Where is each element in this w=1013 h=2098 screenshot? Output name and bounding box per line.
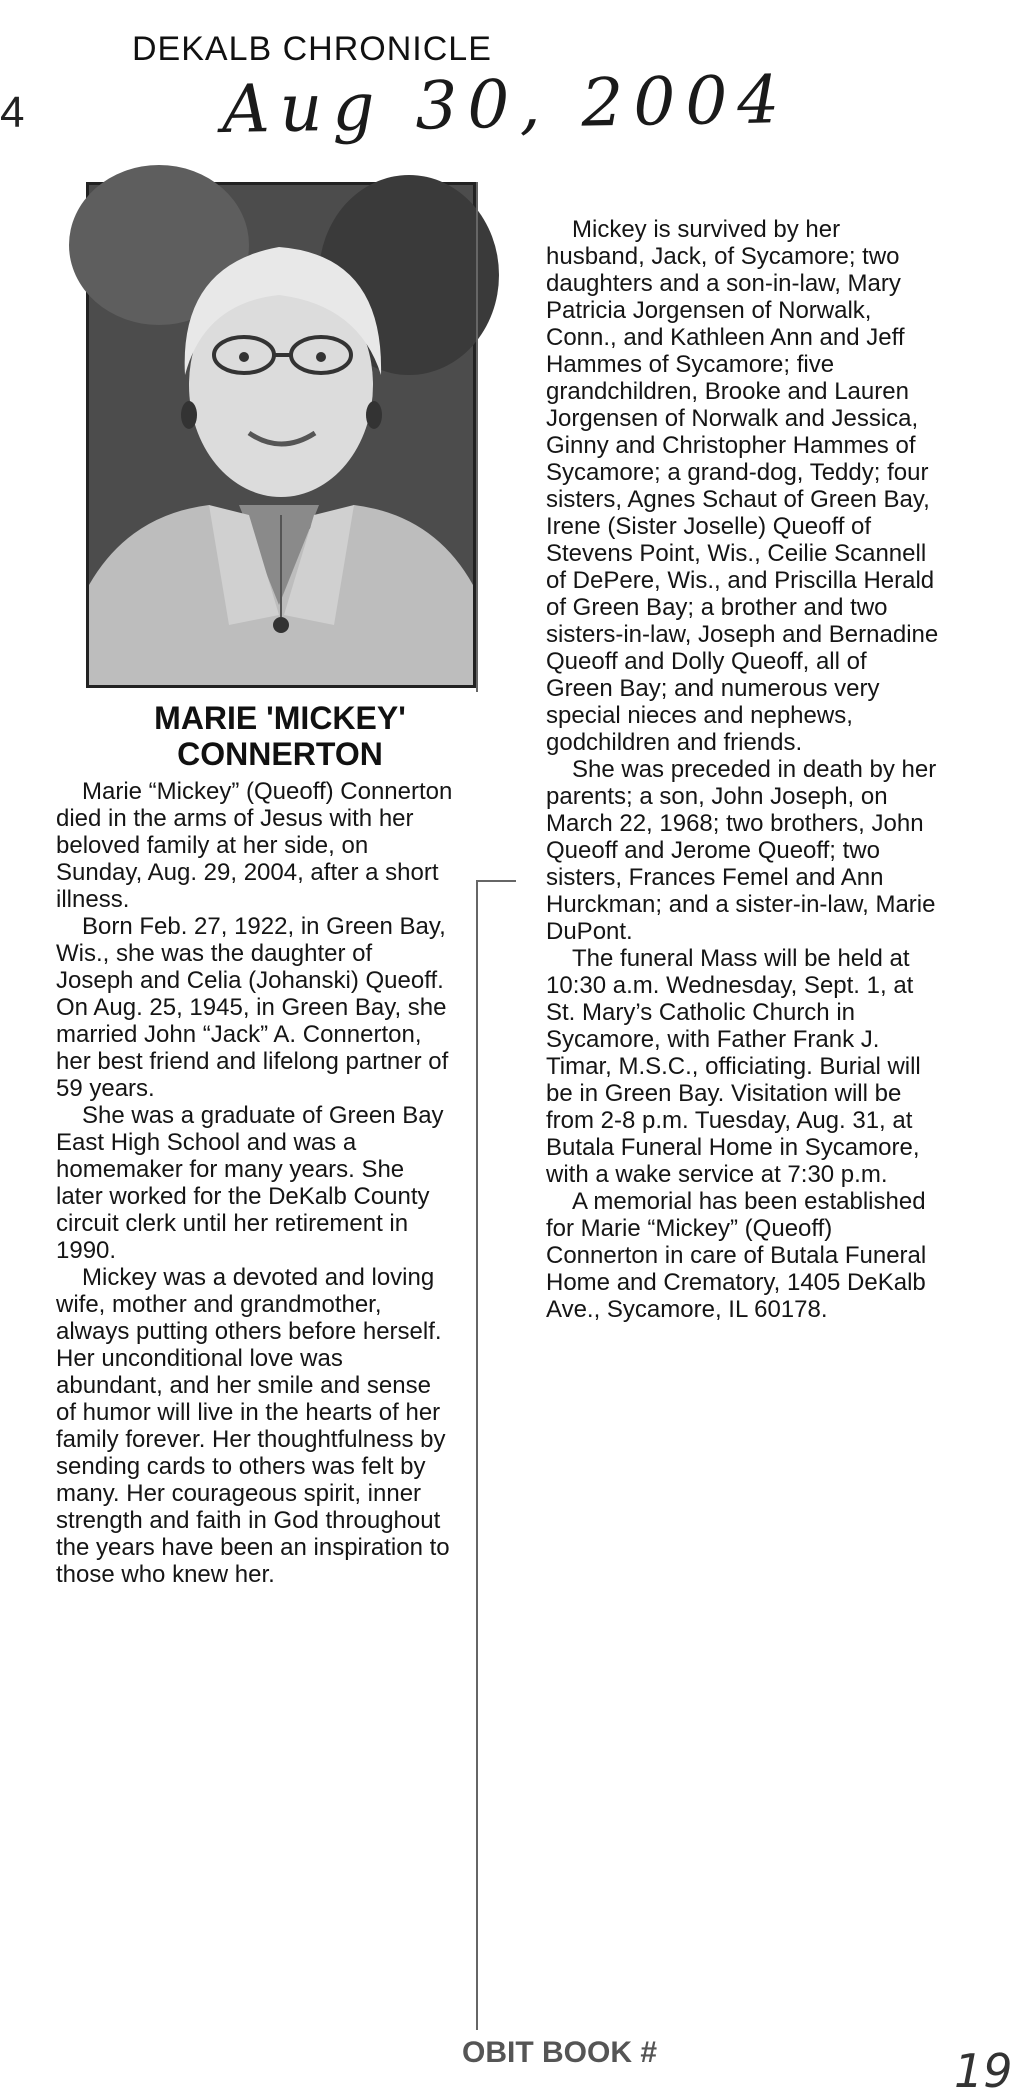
portrait-icon [89,185,473,685]
paragraph-birth-marriage: Born Feb. 27, 1922, in Green Bay, Wis., she was the daughter of Joseph and Celia (Johanski) Queoff. On Aug. 25, 1945, in Green Bay, she married John “Jack” A. Connerton, her best friend and lifelong partner of 59 years. [56,913,449,1102]
paragraph-funeral: The funeral Mass will be held at 10:30 a.m. Wednesday, Sept. 1, at St. Mary’s Catholic Church in Sycamore, with Father Frank J. Timar, M.S.C., officiating. Burial will be in Green Bay. Visitation will be from 2-8 p.m. Tuesday, Aug. 31, at Butala Funeral Home in Sycamore, with a wake service at 7:30 p.m. [546,945,921,1188]
right-column [546,216,940,1323]
paragraph-death-notice: Marie “Mickey” (Queoff) Connerton died in the arms of Jesus with her beloved family at her side, on Sunday, Aug. 29, 2004, after a short illness. [56,778,453,913]
paragraph-tribute: Mickey was a devoted and loving wife, mother and grandmother, always putting others before herself. Her unconditional love was abundant, and her smile and sense of humor will live in the hearts of her family forever. Her thoughtfulness by sending cards to others was felt by many. Her courageous spirit, inner strength and faith in God throughout the years have been an inspiration to those who knew her. [56,1264,450,1588]
paragraph-survivors: Mickey is survived by her husband, Jack, of Sycamore; two daughters and a son-in-law, Mary Patricia Jorgensen of Norwalk, Conn., and Kathleen Ann and Jeff Hammes of Sycamore; five grandchildren, Brooke and Lauren Jorgensen of Norwalk and Jessica, Ginny and Christopher Hammes of Sycamore; a grand-dog, Teddy; four sisters, Agnes Schaut of Green Bay, Irene (Sister Joselle) Queoff of Stevens Point, Wis., Ceilie Scannell of DePere, Wis., and Priscilla Herald of Green Bay; a brother and two sisters-in-law, Joseph and Bernadine Queoff and Dolly Queoff, all of Green Bay; and numerous very special nieces and nephews, godchildren and friends. [546,216,939,756]
paragraph-memorial: A memorial has been established for Marie “Mickey” (Queoff) Connerton in care of Butala Funeral Home and Crematory, 1405 DeKalb Ave., Sycamore, IL 60178. [546,1188,927,1323]
obit-book-label: OBIT BOOK # [462,2036,658,2069]
obituary-heading [80,700,480,772]
column-rule [476,182,478,692]
paragraph-preceded: She was preceded in death by her parents; a son, John Joseph, on March 22, 1968; two brothers, John Queoff and Jerome Queoff; two sisters, Frances Femel and Ann Hurckman; and a sister-in-law, Marie DuPont. [546,756,937,945]
publication-name: DEKALB CHRONICLE [132,30,492,68]
heading-name-line: MARIE 'MICKEY' [154,700,406,736]
paragraph-career: She was a graduate of Green Bay East High School and was a homemaker for many years. She later worked for the DeKalb County circuit clerk until her retirement in 1990. [56,1102,444,1264]
margin-mark: 4 [0,88,25,137]
edge-page-number: 19 [954,2044,1013,2098]
left-column [56,778,456,1588]
column-rule [476,880,478,2030]
portrait-photo [86,182,476,688]
column-rule [476,880,516,882]
handwritten-date: Aug 30, 2004 [221,61,790,148]
heading-surname-line: CONNERTON [177,736,383,772]
